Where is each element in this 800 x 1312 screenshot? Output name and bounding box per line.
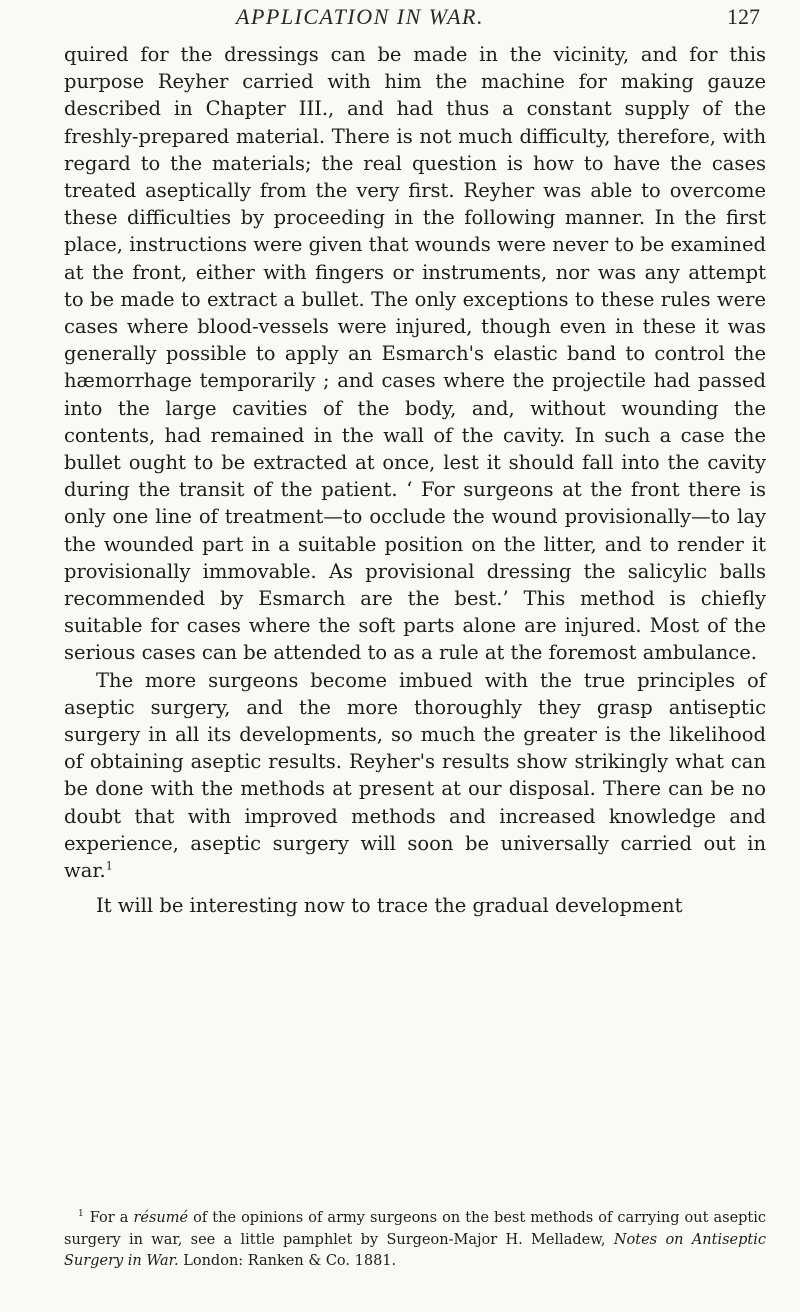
footnote-italic-resume: résumé	[133, 1210, 189, 1226]
footnote-publisher: London: Ranken & Co. 1881.	[183, 1253, 397, 1269]
footnote	[64, 1208, 766, 1273]
footnote-mark: 1	[78, 1209, 84, 1220]
paragraph-aseptic-principles	[64, 667, 766, 885]
page-header	[64, 4, 764, 34]
footnote-text-a: For a	[89, 1210, 129, 1226]
body-text	[64, 41, 766, 920]
book-page	[64, 0, 767, 1312]
running-head: APPLICATION IN WAR.	[236, 4, 484, 29]
paragraph-continued: quired for the dressings can be made in the vicinity, and for this purpose Reyher carried with him the machine for making gauze described in Chapter III., and had thus a constant supply of the freshly-prepared material. There is not much difficulty, therefore, with regard to the materials; the real question is how to have the cases treated aseptically from the very first. Reyher was able to overcome these difficulties by proceeding in the following manner. In the first place, instructions were given that wounds were never to be examined at the front, either with fingers or instruments, nor was any attempt to be made to extract a bullet. The only exceptions to these rules were cases where blood-vessels were injured, though even in these it was generally possible to apply an Esmarch's elastic band to control the hæmorrhage temporarily ; and cases where the projectile had passed into the large cavities of the body, and, without wounding the contents, had remained in the wall of the cavity. In such a case the bullet ought to be extracted at once, lest it should fall into the cavity during the transit of the patient. ‘ For surgeons at the front there is only one line of treatment—to occlude the wound provisionally—to lay the wounded part in a suitable position on the litter, and to render it provisionally immovable. As provisional dressing the salicylic balls recommended by Esmarch are the best.’ This method is chiefly suitable for cases where the soft parts alone are injured. Most of the serious cases can be attended to as a rule at the foremost ambulance.	[64, 43, 766, 665]
footnote-reference[interactable]: 1	[105, 859, 113, 873]
footnote-book-title: Notes on Antiseptic Surgery in War.	[64, 1231, 766, 1269]
paragraph-development: It will be interesting now to trace the gradual development	[96, 894, 683, 918]
page-number: 127	[727, 4, 760, 29]
footnote-text-b: of the opinions of army surgeons on the best methods of carrying out aseptic surgery in war, see a little pamphlet by Surgeon-Major H. Melladew,	[64, 1210, 767, 1248]
paragraph-text: The more surgeons become imbued with the true principles of aseptic surgery, and the more thoroughly they grasp antiseptic surgery in all its developments, so much the greater is the likelihood of obtaining aseptic results. Reyher's results show strikingly what can be done with the methods at present at our disposal. There can be no doubt that with improved methods and increased knowledge and experience, aseptic surgery will soon be universally carried out in war.	[64, 668, 766, 883]
